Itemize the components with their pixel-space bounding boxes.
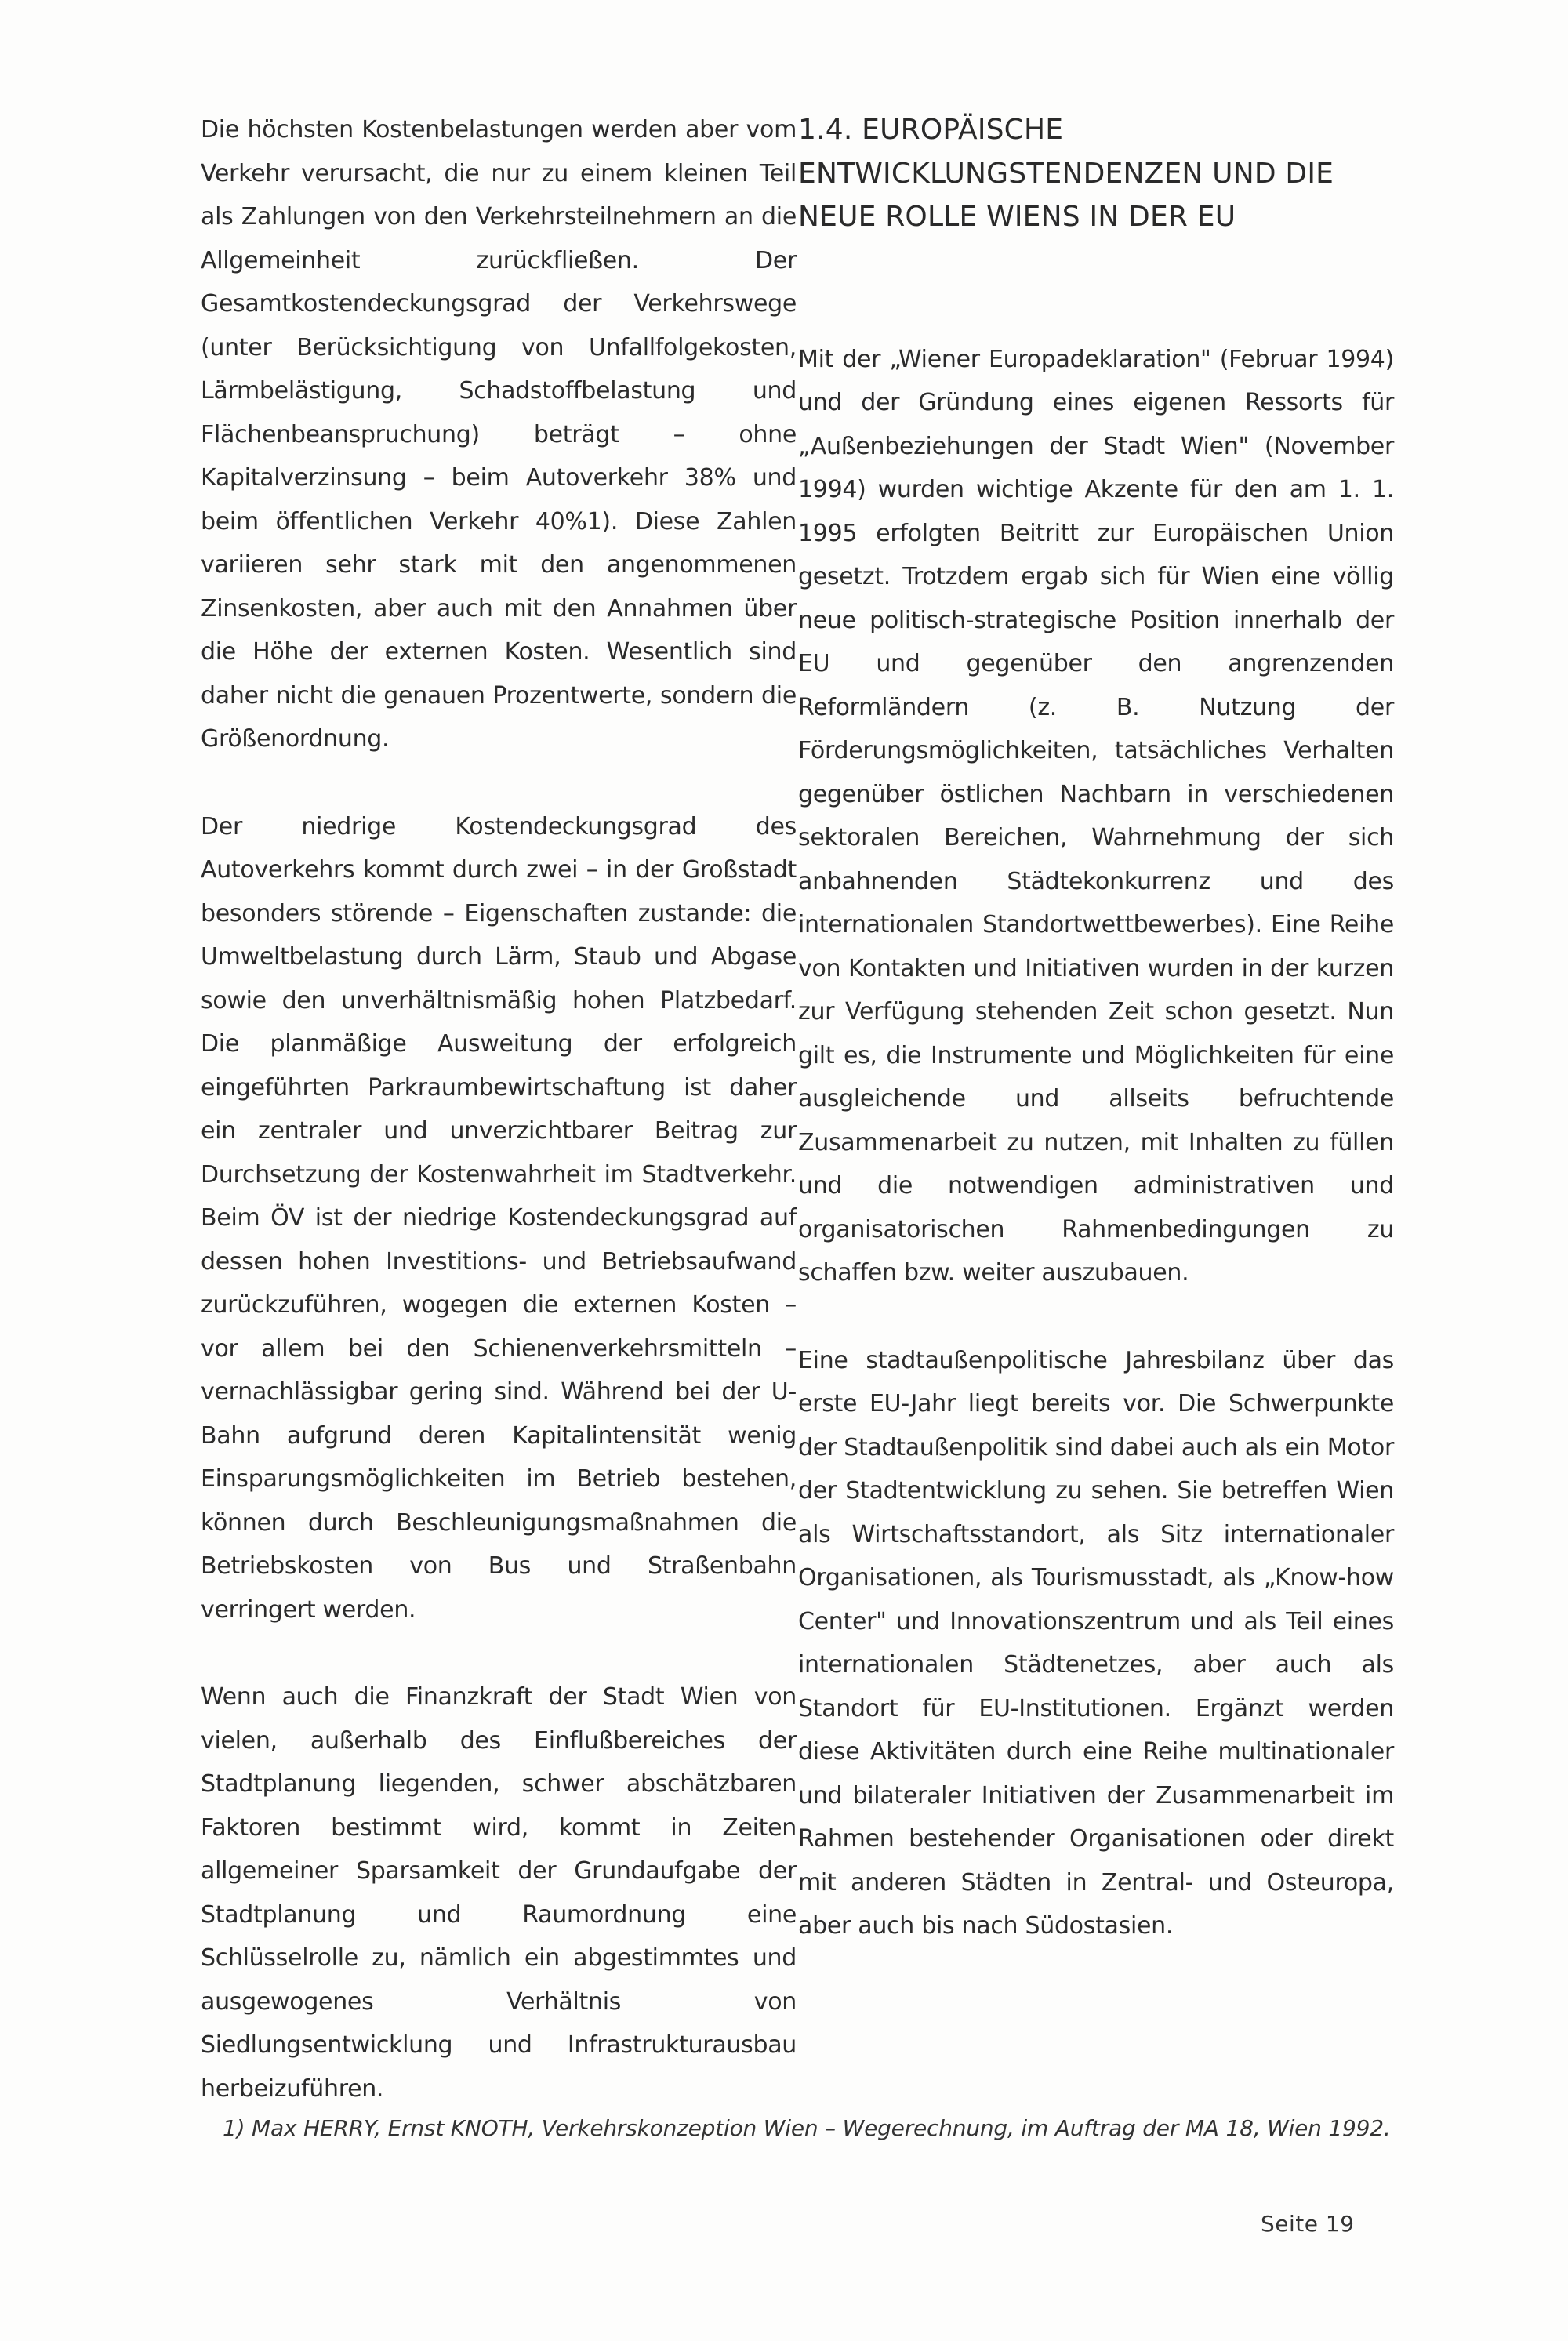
- paragraph-foreign-policy-balance: Eine stadtaußenpolitische Jahresbilanz über das erste EU-Jahr liegt bereits vor. Die Schwerpunkte der Stadtaußenpolitik sind dabei auch als ein Motor der Stadtentwicklung zu sehen. Sie betreffen Wien als Wirtschaftsstandort, als Sitz internationaler Organisationen, als Tourismusstadt, als „Know-how Center" und Innovationszentrum und als Teil eines internationalen Städtenetzes, aber auch als Standort für EU-Institutionen. Ergänzt werden diese Aktivitäten durch eine Reihe multinationaler und bilateraler Initiativen der Zusammenarbeit im Rahmen bestehender Organisationen oder direkt mit anderen Städten in Zentral- und Osteuropa, aber auch bis nach Südostasien.: [798, 1346, 1394, 1940]
- page-number: Seite 19: [1261, 2211, 1355, 2237]
- paragraph-financial-strength: Wenn auch die Finanzkraft der Stadt Wien von vielen, außerhalb des Einflußbereiches der Stadtplanung liegenden, schwer abschätzbaren Faktoren bestimmt wird, kommt in Zeiten allgemeiner Sparsamkeit der Grundaufgabe der Stadtplanung und Raumordnung eine Schlüsselrolle zu, nämlich ein abgestimmtes und ausgewogenes Verhältnis von Siedlungsentwicklung und Infrastrukturausbau herbeizuführen.: [201, 1683, 797, 2103]
- section-heading: 1.4. EUROPÄISCHE ENTWICKLUNGSTENDENZEN UND DIE NEUE ROLLE WIENS IN DER EU: [798, 114, 1334, 233]
- left-column: [201, 108, 797, 2111]
- paragraph-cost-coverage: Die höchsten Kostenbelastungen werden aber vom Verkehr verursacht, die nur zu einem kleinen Teil als Zahlungen von den Verkehrsteilnehmern an die Allgemeinheit zurückfließen. Der Gesamtkostendeckungsgrad der Verkehrswege (unter Berücksichtigung von Unfallfolgekosten, Lärmbelästigung, Schadstoffbelastung und Flächenbeanspruchung) beträgt – ohne Kapitalverzinsung – beim Autoverkehr 38% und beim öffentlichen Verkehr 40%1). Diese Zahlen variieren sehr stark mit den angenommenen Zinsenkosten, aber auch mit den Annahmen über die Höhe der externen Kosten. Wesentlich sind daher nicht die genauen Prozentwerte, sondern die Größenordnung.: [201, 116, 797, 753]
- paragraph-europe-declaration: Mit der „Wiener Europadeklaration" (Februar 1994) und der Gründung eines eigenen Ressorts für „Außenbeziehungen der Stadt Wien" (November 1994) wurden wichtige Akzente für den am 1. 1. 1995 erfolgten Beitritt zur Europäischen Union gesetzt. Trotzdem ergab sich für Wien eine völlig neue politisch-strategische Position innerhalb der EU und gegenüber den angrenzenden Reformländern (z. B. Nutzung der Förderungsmöglichkeiten, tatsächliches Verhalten gegenüber östlichen Nachbarn in verschiedenen sektoralen Bereichen, Wahrnehmung der sich anbahnenden Städtekonkurrenz und des internationalen Standortwettbewerbes). Eine Reihe von Kontakten und Initiativen wurden in der kurzen zur Verfügung stehenden Zeit schon gesetzt. Nun gilt es, die Instrumente und Möglichkeiten für eine ausgleichende und allseits befruchtende Zusammenarbeit zu nutzen, mit Inhalten zu füllen und die notwendigen administrativen und organisatorischen Rahmenbedingungen zu schaffen bzw. weiter auszubauen.: [798, 345, 1394, 1287]
- right-column: [798, 108, 1394, 1948]
- footnote: 1) Max HERRY, Ernst KNOTH, Verkehrskonzeption Wien – Wegerechnung, im Auftrag der MA 18, Wien 1992.: [223, 2115, 1391, 2141]
- paragraph-car-traffic: Der niedrige Kostendeckungsgrad des Autoverkehrs kommt durch zwei – in der Großstadt besonders störende – Eigenschaften zustande: die Umweltbelastung durch Lärm, Staub und Abgase sowie den unverhältnismäßig hohen Platzbedarf. Die planmäßige Ausweitung der erfolgreich eingeführten Parkraumbewirtschaftung ist daher ein zentraler und unverzichtbarer Beitrag zur Durchsetzung der Kostenwahrheit im Stadtverkehr. Beim ÖV ist der niedrige Kostendeckungsgrad auf dessen hohen Investitions- und Betriebsaufwand zurückzuführen, wogegen die externen Kosten – vor allem bei den Schienenverkehrsmitteln – vernachlässigbar gering sind. Während bei der U-Bahn aufgrund deren Kapitalintensität wenig Einsparungsmöglichkeiten im Betrieb bestehen, können durch Beschleunigungsmaßnahmen die Betriebskosten von Bus und Straßenbahn verringert werden.: [201, 812, 797, 1624]
